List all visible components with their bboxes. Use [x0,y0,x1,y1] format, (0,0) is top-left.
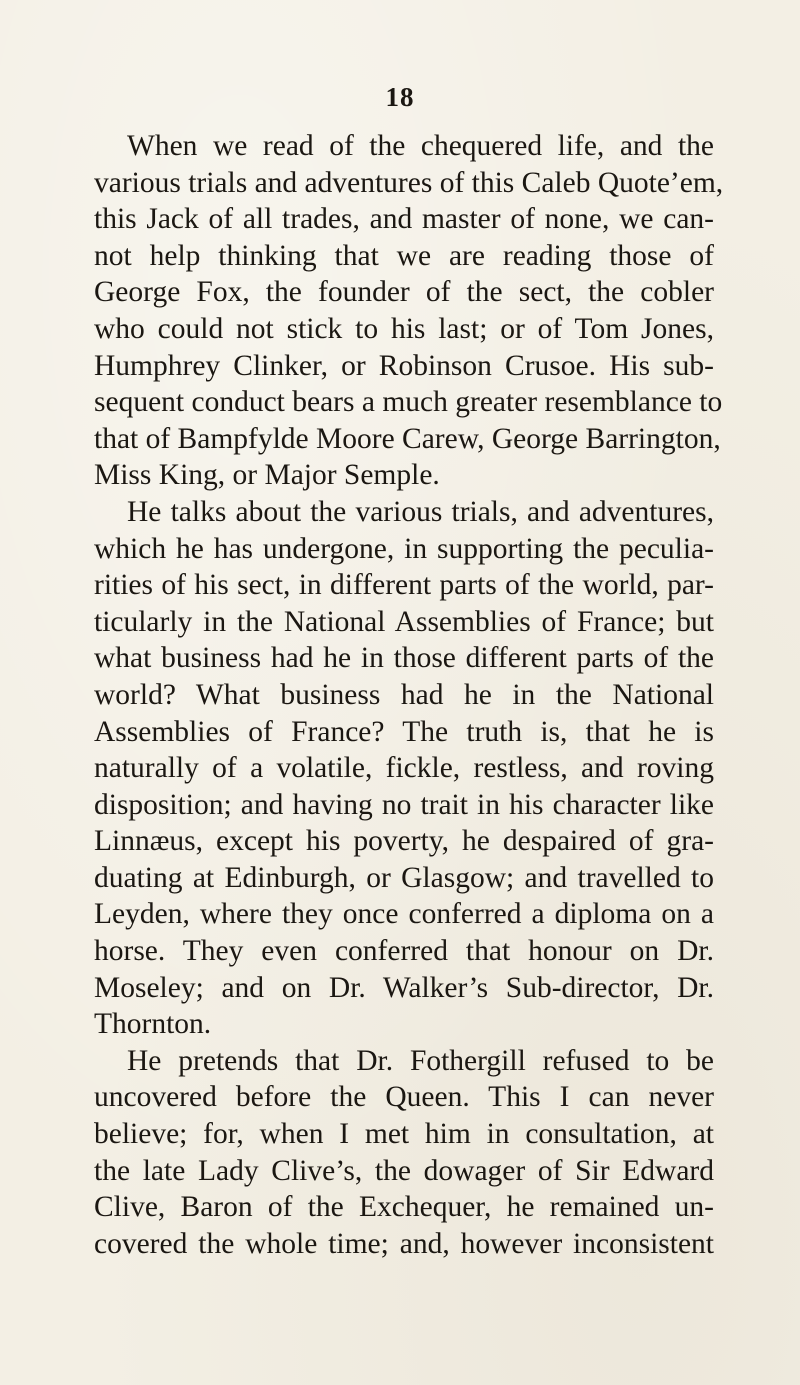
text-line: sequent conduct bears a much greater resemblance to [94,386,723,419]
body-text [94,128,724,1262]
text-line: He talks about the various trials, and adventures, [127,495,714,528]
text-line: who could not stick to his last; or of Tom Jones, [94,312,714,345]
text-line: He pretends that Dr. Fothergill refused to be [127,1044,714,1077]
text-line: believe; for, when I met him in consultation, at [94,1118,714,1151]
text-line: world? What business had he in the National [94,678,714,711]
text-line: this Jack of all trades, and master of none, we can- [94,203,714,236]
text-line: the late Lady Clive’s, the dowager of Sir Edward [94,1154,714,1187]
text-line: disposition; and having no trait in his character like [94,788,714,821]
text-line: not help thinking that we are reading those of [94,239,714,272]
text-line: rities of his sect, in different parts of the world, par- [94,569,714,602]
text-line: Assemblies of France? The truth is, that he is [94,715,714,748]
text-line: duating at Edinburgh, or Glasgow; and travelled to [94,861,714,894]
text-line: Clive, Baron of the Exchequer, he remained un- [94,1191,714,1224]
page-number: 18 [385,82,415,112]
text-line: When we read of the chequered life, and the [127,130,714,162]
text-line: Miss King, or Major Semple. [94,459,440,492]
text-line: George Fox, the founder of the sect, the cobler [94,276,714,309]
text-line: horse. They even conferred that honour on Dr. [94,935,714,968]
text-line: various trials and adventures of this Caleb Quote’em, [94,166,724,199]
text-line: naturally of a volatile, fickle, restless, and roving [94,752,714,785]
text-line: ticularly in the National Assemblies of France; but [94,605,714,638]
text-line: Thornton. [94,1008,212,1041]
text-line: Humphrey Clinker, or Robinson Crusoe. His sub- [94,349,714,382]
text-line: Leyden, where they once conferred a diploma on a [94,898,714,931]
text-line: which he has undergone, in supporting the peculia- [94,532,714,565]
text-line: that of Bampfylde Moore Carew, George Barrington, [94,422,721,455]
text-line: Moseley; and on Dr. Walker’s Sub-director, Dr. [94,971,714,1004]
text-line: covered the whole time; and, however inconsistent [94,1227,714,1260]
text-line: what business had he in those different parts of the [94,642,714,675]
text-line: Linnæus, except his poverty, he despaired of gra- [94,825,714,858]
text-line: uncovered before the Queen. This I can never [94,1081,714,1114]
